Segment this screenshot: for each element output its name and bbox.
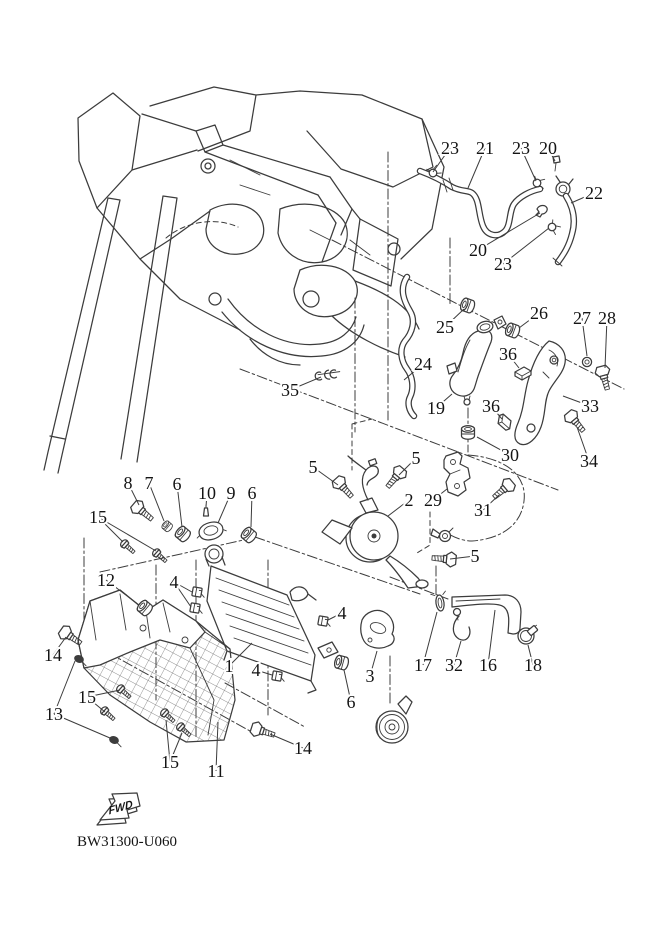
- part-number-label: 32: [445, 655, 463, 675]
- part-number-label: 36: [482, 396, 500, 416]
- part-number-label: 1: [224, 656, 234, 676]
- screw-icon: [99, 705, 117, 722]
- grommet-icon: [504, 322, 521, 339]
- part-number-label: 5: [470, 546, 480, 566]
- screw-clamp-icon: [518, 624, 539, 644]
- part-number-label: 10: [198, 483, 216, 503]
- part-number-label: 14: [44, 645, 62, 665]
- part-number-label: 33: [581, 396, 599, 416]
- callout-17: [414, 612, 437, 675]
- callout-6: [344, 670, 356, 712]
- part-number-label: 16: [479, 655, 497, 675]
- grommet-icon: [174, 525, 193, 544]
- callout-10: [198, 483, 216, 507]
- callout-22: [571, 183, 603, 203]
- wire-holder-icon: [315, 369, 341, 381]
- bolt-icon: [249, 720, 276, 742]
- part-number-label: 5: [308, 457, 318, 477]
- part-number-label: 4: [337, 603, 347, 623]
- part-number-label: 26: [530, 303, 548, 323]
- callout-3: [366, 651, 378, 686]
- callout-23: [512, 138, 536, 181]
- callout-36: [499, 344, 519, 368]
- part-number-label: 4: [169, 572, 179, 592]
- part-number-label: 6: [247, 483, 257, 503]
- part-number-label: 9: [226, 483, 236, 503]
- reservoir-bracket-art: [515, 341, 565, 445]
- part-number-label: 23: [494, 254, 512, 274]
- callout-21: [468, 138, 494, 188]
- washer-icon: [582, 357, 591, 366]
- hose-clamp-icon: [546, 220, 561, 235]
- part-number-label: 34: [580, 451, 598, 471]
- breather-hose-art: [420, 171, 540, 235]
- callout-8: [124, 473, 140, 505]
- part-number-label: 2: [404, 490, 414, 510]
- callout-30: [477, 437, 519, 465]
- callout-36: [482, 396, 502, 419]
- callout-19: [427, 394, 452, 418]
- callout-20: [539, 138, 557, 161]
- part-number-label: 28: [598, 308, 616, 328]
- part-number-label: 6: [346, 692, 356, 712]
- part-number-label: 29: [424, 490, 442, 510]
- callout-27: [573, 308, 591, 356]
- reservoir-tank-art: [447, 316, 506, 405]
- stay-bracket-art: [444, 452, 470, 496]
- grommet-icon: [240, 526, 259, 545]
- callout-26: [519, 303, 548, 328]
- grommet-icon: [462, 426, 475, 439]
- reservoir-hose-art: [401, 277, 414, 416]
- plug-screw-icon: [108, 735, 124, 747]
- bolt-icon: [129, 498, 157, 525]
- collar-icon: [161, 520, 174, 533]
- part-number-label: 6: [172, 474, 182, 494]
- callout-6: [248, 483, 257, 527]
- part-number-label: 24: [414, 354, 432, 374]
- part-number-label: 8: [123, 473, 133, 493]
- part-number-label: 30: [501, 445, 519, 465]
- part-number-label: 31: [474, 500, 492, 520]
- thermo-switch-icon: [431, 528, 453, 542]
- fwd-arrow: [97, 793, 140, 825]
- part-number-label: 21: [476, 138, 494, 158]
- clip-nut-icon: [318, 616, 332, 627]
- bolt-icon: [330, 474, 357, 502]
- clip-nut-icon: [190, 603, 204, 614]
- clip-nut-icon: [192, 587, 206, 598]
- horn-art: [376, 696, 412, 743]
- part-number-label: 20: [539, 138, 557, 158]
- part-number-label: 25: [436, 317, 454, 337]
- callout-35: [281, 377, 321, 400]
- callout-6: [173, 474, 183, 527]
- part-number-label: 27: [573, 308, 591, 328]
- part-number-label: 15: [89, 507, 107, 527]
- part-number-label: 12: [97, 570, 115, 590]
- callout-32: [445, 641, 463, 675]
- part-number-label: 11: [207, 761, 225, 781]
- part-number-label: 22: [585, 183, 603, 203]
- part-number-label: 19: [427, 398, 445, 418]
- radiator-outlet-hose-art: [452, 595, 521, 634]
- part-number-label: 23: [441, 138, 459, 158]
- grommet-icon: [333, 655, 349, 671]
- callout-34: [577, 427, 598, 471]
- callout-18: [524, 645, 542, 675]
- part-number-label: 4: [251, 660, 261, 680]
- frame-engine-art: [44, 87, 444, 473]
- part-number-label: 35: [281, 380, 299, 400]
- part-number-label: 18: [524, 655, 542, 675]
- callout-14: [270, 734, 312, 758]
- joint-pipe-art: [553, 176, 574, 266]
- callout-25: [436, 309, 464, 337]
- callout-28: [598, 308, 616, 368]
- part-number-label: 3: [365, 666, 375, 686]
- part-number-label: 36: [499, 344, 517, 364]
- drawing-code: BW31300-U060: [77, 834, 177, 850]
- callout-7: [145, 473, 165, 521]
- callout-14: [44, 637, 66, 665]
- clip-nut-icon: [272, 671, 286, 682]
- horn-bracket-art: [361, 610, 394, 648]
- part-number-label: 20: [469, 240, 487, 260]
- callout-2: [388, 490, 414, 516]
- part-number-label: 5: [411, 448, 421, 468]
- callout-31: [474, 495, 499, 520]
- radiator-cap-icon: [195, 520, 228, 543]
- part-number-label: 23: [512, 138, 530, 158]
- fan-assembly-art: [322, 456, 428, 588]
- callout-9: [218, 483, 236, 523]
- bolt-icon: [489, 476, 517, 503]
- part-number-label: 15: [161, 752, 179, 772]
- part-number-label: 14: [294, 738, 312, 758]
- callout-29: [424, 489, 447, 510]
- bolt-icon: [382, 464, 409, 492]
- part-number-label: 17: [414, 655, 432, 675]
- callout-4: [170, 572, 193, 607]
- fwd-label: FWD: [108, 798, 134, 818]
- bolt-icon: [594, 364, 615, 391]
- spring-clamp-icon: [431, 591, 448, 612]
- callout-4: [328, 603, 347, 623]
- part-number-label: 7: [144, 473, 154, 493]
- elbow-fitting-icon: [536, 205, 547, 217]
- part-number-label: 13: [45, 704, 63, 724]
- wire-lead-icon: [453, 609, 470, 641]
- callout-23: [433, 138, 459, 172]
- part-number-label: 15: [78, 687, 96, 707]
- callout-16: [479, 610, 497, 675]
